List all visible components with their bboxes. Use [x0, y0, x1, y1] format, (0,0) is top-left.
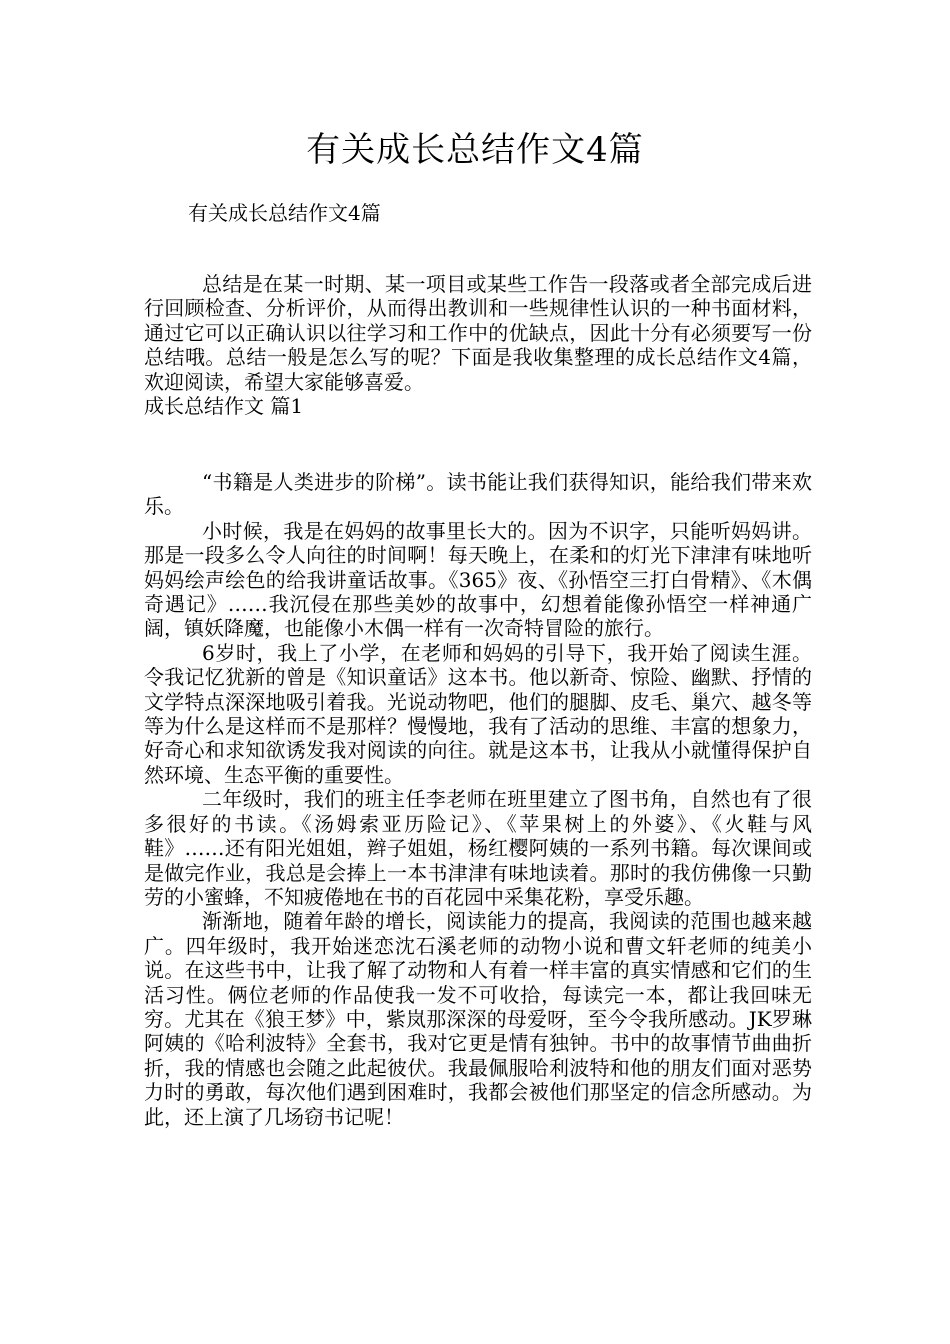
- essay-paragraph: 二年级时，我们的班主任李老师在班里建立了图书角，自然也有了很多很好的书读。《汤姆索亚历险记》、《苹果树上的外婆》、《火鞋与风鞋》……还有阳光姐姐，辫子姐姐，杨红樱阿姨的一系列书籍。每次课间或是做完作业，我总是会捧上一本书津津有味地读着。那时的我仿佛像一只勤劳的小蜜蜂，不知疲倦地在书的百花园中采集花粉，享受乐趣。: [144, 787, 812, 909]
- document-subtitle: 有关成长总结作文4篇: [188, 201, 381, 225]
- section-heading: 成长总结作文 篇1: [144, 394, 304, 419]
- document-title: 有关成长总结作文4篇: [306, 130, 644, 170]
- essay-paragraph: “书籍是人类进步的阶梯”。读书能让我们获得知识，能给我们带来欢乐。: [144, 470, 812, 519]
- essay-body: [144, 470, 812, 1129]
- essay-paragraph: 6岁时，我上了小学，在老师和妈妈的引导下，我开始了阅读生涯。令我记忆犹新的曾是《知识童话》这本书。他以新奇、惊险、幽默、抒情的文学特点深深地吸引着我。光说动物吧，他们的腿脚、皮毛、巢穴、越冬等等为什么是这样而不是那样？慢慢地，我有了活动的思维、丰富的想象力，好奇心和求知欲诱发我对阅读的向往。就是这本书，让我从小就懂得保护自然环境、生态平衡的重要性。: [144, 640, 812, 787]
- intro-paragraph: 总结是在某一时期、某一项目或某些工作告一段落或者全部完成后进行回顾检查、分析评价，从而得出教训和一些规律性认识的一种书面材料，通过它可以正确认识以往学习和工作中的优缺点，因此十分有必须要写一份总结哦。总结一般是怎么写的呢？下面是我收集整理的成长总结作文4篇，欢迎阅读，希望大家能够喜爱。: [144, 272, 812, 394]
- essay-paragraph: 小时候，我是在妈妈的故事里长大的。因为不识字，只能听妈妈讲。那是一段多么令人向往的时间啊！每天晚上，在柔和的灯光下津津有味地听妈妈绘声绘色的给我讲童话故事。《365》夜、《孙悟空三打白骨精》、《木偶奇遇记》……我沉侵在那些美妙的故事中，幻想着能像孙悟空一样神通广阔，镇妖降魔，也能像小木偶一样有一次奇特冒险的旅行。: [144, 518, 812, 641]
- essay-paragraph: 渐渐地，随着年龄的增长，阅读能力的提高，我阅读的范围也越来越广。四年级时，我开始迷恋沈石溪老师的动物小说和曹文轩老师的纯美小说。在这些书中，让我了解了动物和人有着一样丰富的真实情感和它们的生活习性。俩位老师的作品使我一发不可收拾，每读完一本，都让我回味无穷。尤其在《狼王梦》中，紫岚那深深的母爱呀，至今令我所感动。JK罗琳阿姨的《哈利波特》全套书，我对它更是情有独钟。书中的故事情节曲曲折折，我的情感也会随之此起彼伏。我最佩服哈利波特和他的朋友们面对恶势力时的勇敢，每次他们遇到困难时，我都会被他们那坚定的信念所感动。为此，还上演了几场窃书记呢！: [144, 909, 812, 1129]
- intro-section: [144, 272, 812, 418]
